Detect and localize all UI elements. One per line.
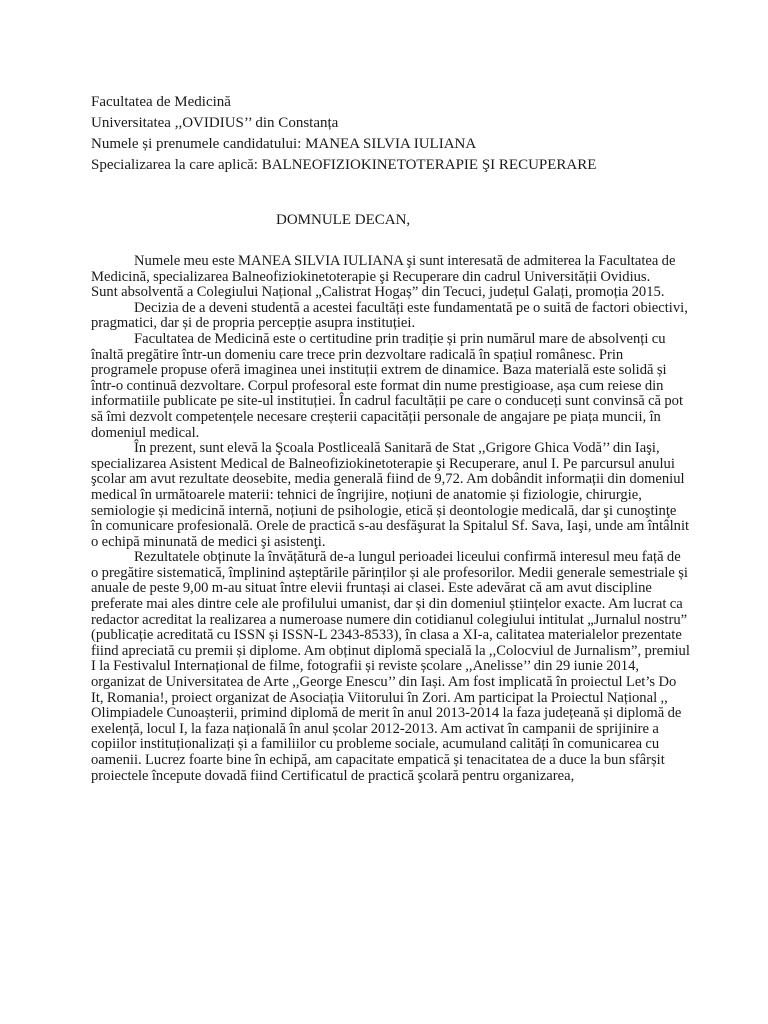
paragraph-graduation: Sunt absolventă a Colegiului Național „Calistrat Hogaș” din Tecuci, județul Galați, promoția 2015. — [91, 284, 665, 301]
letter-body — [91, 254, 691, 784]
university-line: Universitatea ,,OVIDIUS’’ din Constanța — [91, 115, 339, 131]
header-block — [91, 92, 751, 176]
paragraph-achievements: Rezultatele obținute la învățătură de-a lungul perioadei liceului confirmă interesul meu față de o pregătire sistematică, împlinind așteptările părinților și ale profesorilor. Medii generale semestriale și anuale de peste 9,00 m-au situat între elevii fruntași ai clasei. Este adevărat că am avut discipline preferate mai ales dintre cele ale profilului umanist, dar și din domeniul științelor exacte. Am lucrat ca redactor acreditat la realizarea a numeroase numere din cotidianul colegiului intitulat „Jurnalul nostru” (publicație acreditată cu ISSN și ISSN-L 2343-8533), în clasa a XI-a, calitatea materialelor prezentate fiind apreciată cu premii și diplome. Am obținut diplomă specială la ,,Colocviul de Jurnalism”, premiul I la Festivalul Internațional de filme, fotografii și reviste școlare ,,Anelisse’’ din 29 iunie 2014, organizat de Universitatea de Arte ,,George Enescu’’ din Iași. Am fost implicată în proiectul Let’s Do It, Romania!, proiect organizat de Asociația Viitorului în Zori. Am participat la Proiectul Național ,, Olimpiadele Cunoașterii, primind diplomă de merit în anul 2013-2014 la faza județeană și diplomă de exelență, locul I, la faza națională în anul școlar 2012-2013. Am activat în campanii de sprijinire a copiilor instituționalizați și a familiilor cu probleme sociale, acumuland calități în comunicarea cu oamenii. Lucrez foarte bine în echipă, am capacitate empatică și tenacitatea de a duce la bun sfârșit proiectele începute dovadă fiind Certificatul de practică şcolară pentru organizarea, — [91, 549, 690, 784]
paragraph-faculty: Facultatea de Medicină este o certitudine prin tradiție și prin numărul mare de absolvenți cu înaltă pregătire într-un domeniu care trece prin dezvoltare radicală în spațiul românesc. Prin programele propuse oferă imaginea unei instituții extrem de dinamice. Baza materială este solidă și într-o continuă dezvoltare. Corpul profesoral este format din nume prestigioase, așa cum reiese din informatiile publicate pe site-ul instituției. În cadrul facultății pe care o conduceți sunt convinsă că pot să îmi dezvolt competențele necesare creșterii capacității personale de angajare pe piața muncii, în domeniul medical. — [91, 330, 684, 441]
specialization-line: Specializarea la care aplică: BALNEOFIZIOKINETOTERAPIE ŞI RECUPERARE — [91, 157, 597, 173]
salutation: DOMNULE DECAN, — [276, 212, 411, 228]
faculty-line: Facultatea de Medicină — [91, 94, 231, 110]
paragraph-intro: Numele meu este MANEA SILVIA IULIANA şi sunt interesată de admiterea la Facultatea de Medicină, specializarea Balneofiziokinetoterapie şi Recuperare din cadrul Universității Ovidius. — [91, 253, 676, 285]
paragraph-current-studies: În prezent, sunt elevă la Şcoala Postliceală Sanitară de Stat ,,Grigore Ghica Vodă’’ din Iaşi, specializarea Asistent Medical de Balneofiziokinetoterapie şi Recuperare, anul I. Pe parcursul anului şcolar am avut rezultate deosebite, media generală fiind de 9,72. Am dobândit informații din domeniul medical în următoarele materii: tehnici de îngrijire, noțiuni de anatomie și fiziologie, chirurgie, semiologie și medicină internă, noțiuni de psihologie, etică și deontologie medicală, dar şi cunoştinţe în comunicare profesională. Orele de practică s-au desfăşurat la Spitalul Sf. Sava, Iaşi, unde am întâlnit o echipă minunată de medici şi asistenţi. — [91, 440, 690, 550]
paragraph-decision: Decizia de a deveni studentă a acestei facultăți este fundamentată pe o suită de factori obiectivi, pragmatici, dar și de propria percepție asupra instituției. — [91, 299, 688, 332]
candidate-line: Numele și prenumele candidatului: MANEA SILVIA IULIANA — [91, 136, 477, 152]
